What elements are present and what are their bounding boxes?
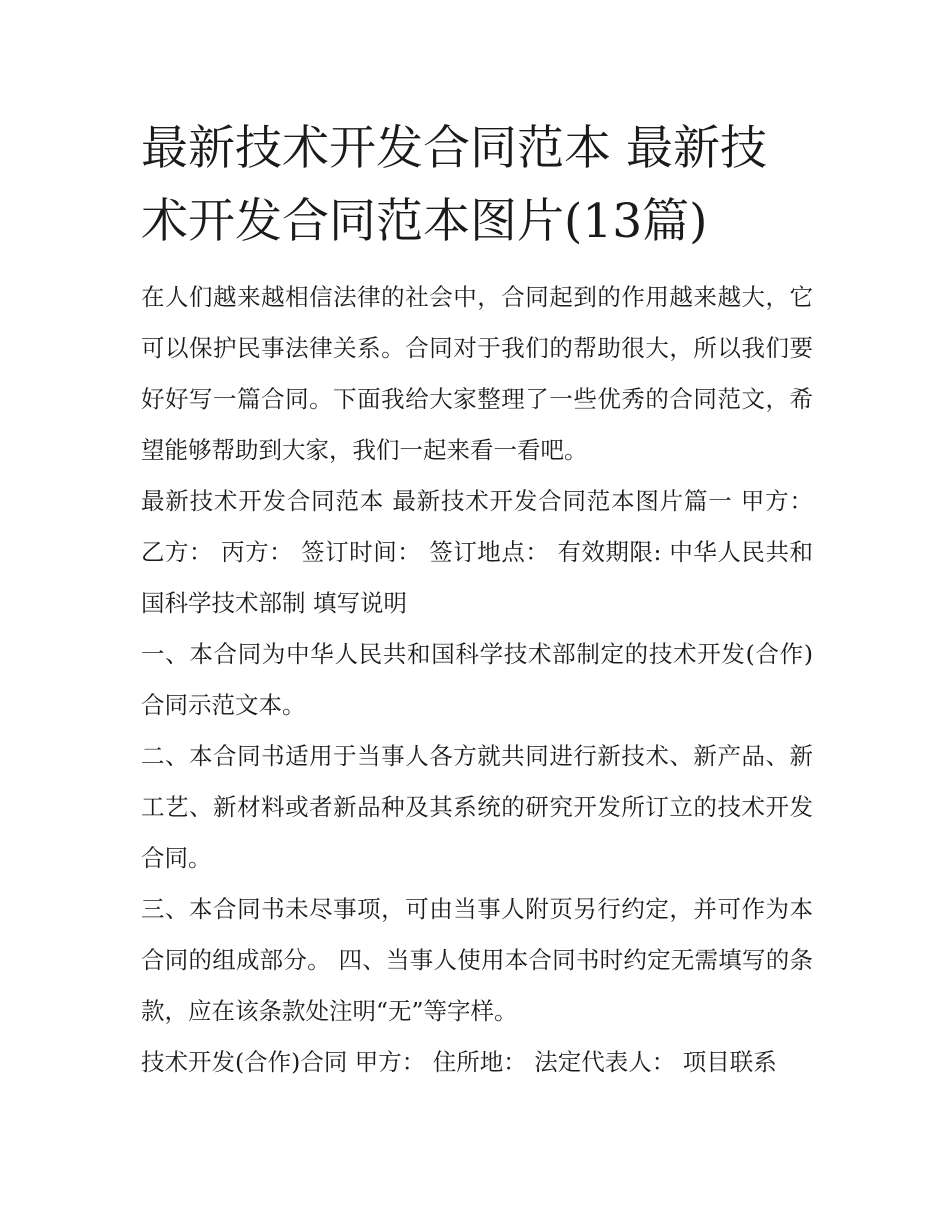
clause-three-four: 三、本合同书未尽事项，可由当事人附页另行约定，并可作为本合同的组成部分。 四、当事人使用本合同书时约定无需填写的条款，应在该条款处注明“无”等字样。	[141, 895, 813, 1025]
intro-paragraph: 在人们越来越相信法律的社会中，合同起到的作用越来越大，它可以保护民事法律关系。合同对于我们的帮助很大，所以我们要好好写一篇合同。下面我给大家整理了一些优秀的合同范文，希望能够帮助到大家，我们一起来看一看吧。	[141, 283, 813, 464]
clause-two: 二、本合同书适用于当事人各方就共同进行新技术、新产品、新工艺、新材料或者新品种及其系统的研究开发所订立的技术开发合同。	[141, 742, 813, 872]
clause-one: 一、本合同为中华人民共和国科学技术部制定的技术开发(合作)合同示范文本。	[141, 640, 813, 719]
contract-header: 技术开发(合作)合同 甲方： 住所地： 法定代表人： 项目联系	[141, 1048, 777, 1076]
section-one-header: 最新技术开发合同范本 最新技术开发合同范本图片篇一 甲方： 乙方： 丙方： 签订时间： 签订地点： 有效期限: 中华人民共和国科学技术部制 填写说明	[141, 487, 813, 617]
document-title: 最新技术开发合同范本 最新技术开发合同范本图片(13篇)	[141, 121, 767, 249]
document-page	[141, 112, 813, 1088]
